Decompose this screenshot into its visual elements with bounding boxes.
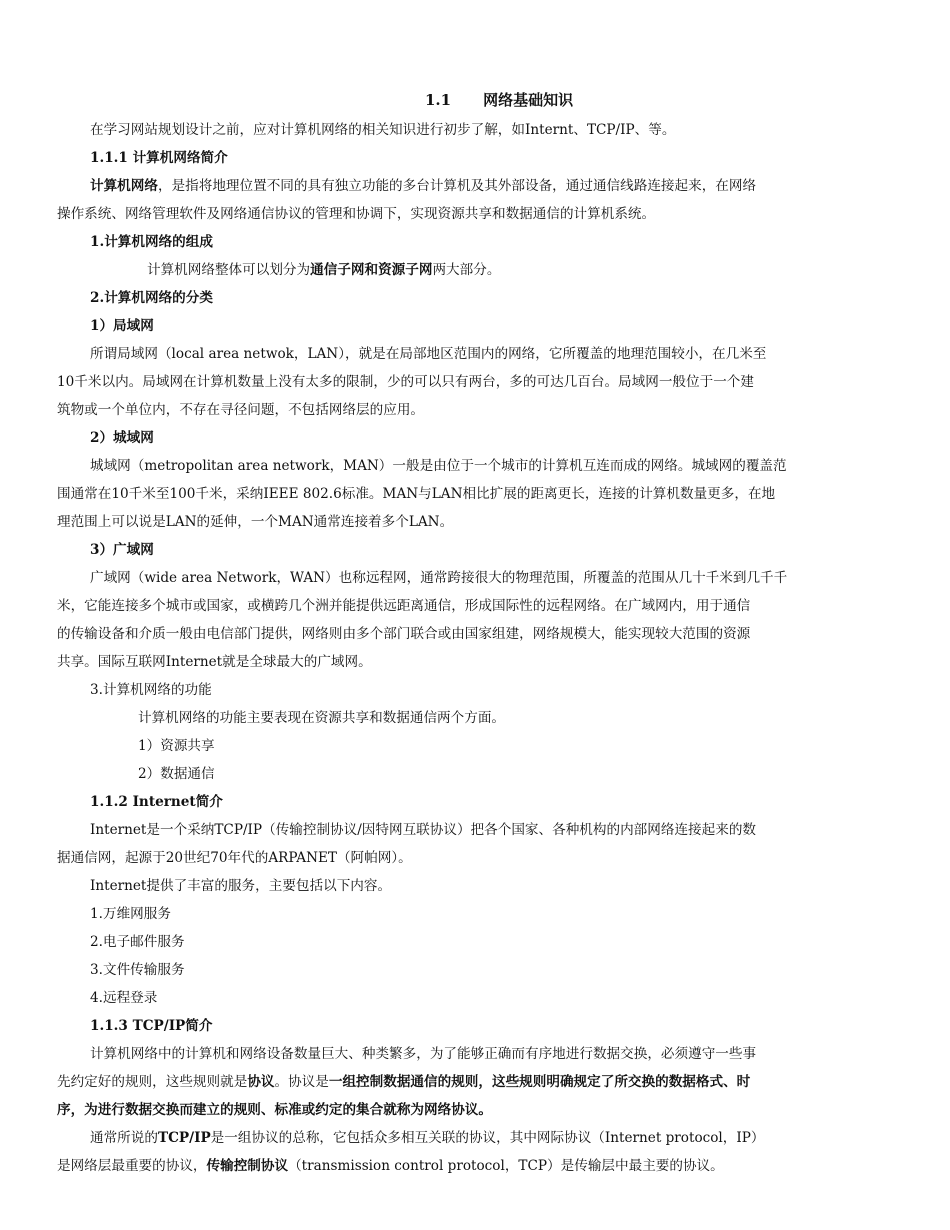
internet-line-1: Internet是一个采纳TCP/IP（传输控制协议/因特网互联协议）把各个国家、各种机构的内部网络连接起来的数: [90, 822, 757, 838]
page-title: [425, 90, 573, 110]
section-heading-1-1-1: 1.1.1 计算机网络简介: [90, 150, 228, 166]
protocol-term: 协议: [247, 1074, 275, 1090]
intro-text: 在学习网站规划设计之前，应对计算机网络的相关知识进行初步了解，如Internt、TCP/IP、等。: [90, 122, 676, 138]
tcpip-p2-c: 是一组协议的总称，它包括众多相互关联的协议，其中网际协议（Internet protocol，IP）: [210, 1130, 765, 1146]
composition-heading: 1.计算机网络的组成: [90, 234, 213, 250]
wan-line-3: 的传输设备和介质一般由电信部门提供，网络则由多个部门联合或由国家组建，网络规模大，能实现较大范围的资源: [57, 626, 751, 642]
definition-term: 计算机网络: [90, 178, 158, 194]
man-heading: 2）城域网: [90, 430, 154, 446]
definition-line-2: 操作系统、网络管理软件及网络通信协议的管理和协调下，实现资源共享和数据通信的计算机系统。: [57, 206, 656, 222]
protocol-definition: 一组控制数据通信的规则，这些规则明确规定了所交换的数据格式、时: [328, 1074, 751, 1090]
lan-line-1: 所谓局域网（local area netwok，LAN），就是在局部地区范围内的网络，它所覆盖的地理范围较小，在几米至: [90, 346, 767, 362]
tcpip-p1-c: 。协议是: [274, 1074, 329, 1090]
man-line-3: 理范围上可以说是LAN的延伸，一个MAN通常连接着多个LAN。: [57, 514, 454, 530]
tcpip-p2-line-2: [57, 1156, 724, 1176]
function-item-2: 2）数据通信: [138, 766, 215, 782]
function-item-1: 1）资源共享: [138, 738, 215, 754]
classification-heading: 2.计算机网络的分类: [90, 290, 213, 306]
tcpip-p1-line-2: [57, 1072, 750, 1092]
service-item-3: 3.文件传输服务: [90, 962, 185, 978]
service-item-2: 2.电子邮件服务: [90, 934, 185, 950]
composition-bold: 通信子网和资源子网: [310, 262, 433, 278]
tcpip-term: TCP/IP: [157, 1130, 211, 1146]
lan-line-3: 筑物或一个单位内，不存在寻径问题，不包括网络层的应用。: [57, 402, 425, 418]
function-text: 计算机网络的功能主要表现在资源共享和数据通信两个方面。: [138, 710, 506, 726]
lan-heading: 1）局域网: [90, 318, 154, 334]
internet-line-2: 据通信网，起源于20世纪70年代的ARPANET（阿帕网）。: [57, 850, 412, 866]
definition-line-1: [90, 176, 892, 196]
definition-text: ，是指将地理位置不同的具有独立功能的多台计算机及其外部设备，通过通信线路连接起来，在网络: [157, 178, 757, 194]
tcpip-p1-line-1: 计算机网络中的计算机和网络设备数量巨大、种类繁多，为了能够正确而有序地进行数据交换，必须遵守一些事: [90, 1046, 757, 1062]
man-line-2: 围通常在10千米至100千米，采纳IEEE 802.6标准。MAN与LAN相比扩展的距离更长，连接的计算机数量更多，在地: [57, 486, 776, 502]
services-intro: Internet提供了丰富的服务，主要包括以下内容。: [90, 878, 392, 894]
section-heading-1-1-2: 1.1.2 Internet简介: [90, 794, 223, 810]
service-item-4: 4.远程登录: [90, 990, 158, 1006]
function-heading: 3.计算机网络的功能: [90, 682, 212, 698]
tcpip-p1-line-3: 序，为进行数据交换而建立的规则、标准或约定的集合就称为网络协议。: [57, 1102, 492, 1118]
title-text: 网络基础知识: [483, 91, 574, 109]
tcpip-p1-a: 先约定好的规则，这些规则就是: [57, 1074, 248, 1090]
composition-pre: 计算机网络整体可以划分为: [147, 262, 311, 278]
title-number: 1.1: [425, 91, 452, 109]
service-item-1: 1.万维网服务: [90, 906, 171, 922]
tcpip-p2-d: 是网络层最重要的协议，: [57, 1158, 207, 1174]
wan-heading: 3）广域网: [90, 542, 154, 558]
lan-line-2: 10千米以内。局域网在计算机数量上没有太多的限制，少的可以只有两台，多的可达几百台。局域网一般位于一个建: [57, 374, 754, 390]
composition-text: [147, 260, 500, 280]
composition-post: 两大部分。: [432, 262, 501, 278]
man-line-1: 城域网（metropolitan area network，MAN）一般是由位于一个城市的计算机互连而成的网络。城域网的覆盖范: [90, 458, 787, 474]
tcpip-p2-a: 通常所说的: [90, 1130, 158, 1146]
tcp-term: 传输控制协议: [206, 1158, 289, 1174]
tcpip-p2-line-1: [90, 1128, 764, 1148]
wan-line-4: 共享。国际互联网Internet就是全球最大的广域网。: [57, 654, 372, 670]
tcpip-p2-e: （transmission control protocol，TCP）是传输层中最主要的协议。: [288, 1158, 724, 1174]
wan-line-1: 广域网（wide area Network，WAN）也称远程网，通常跨接很大的物理范围，所覆盖的范围从几十千米到几千千: [90, 570, 788, 586]
section-heading-1-1-3: 1.1.3 TCP/IP简介: [90, 1018, 213, 1034]
wan-line-2: 米，它能连接多个城市或国家，或横跨几个洲并能提供远距离通信，形成国际性的远程网络。在广域网内，用于通信: [57, 598, 751, 614]
